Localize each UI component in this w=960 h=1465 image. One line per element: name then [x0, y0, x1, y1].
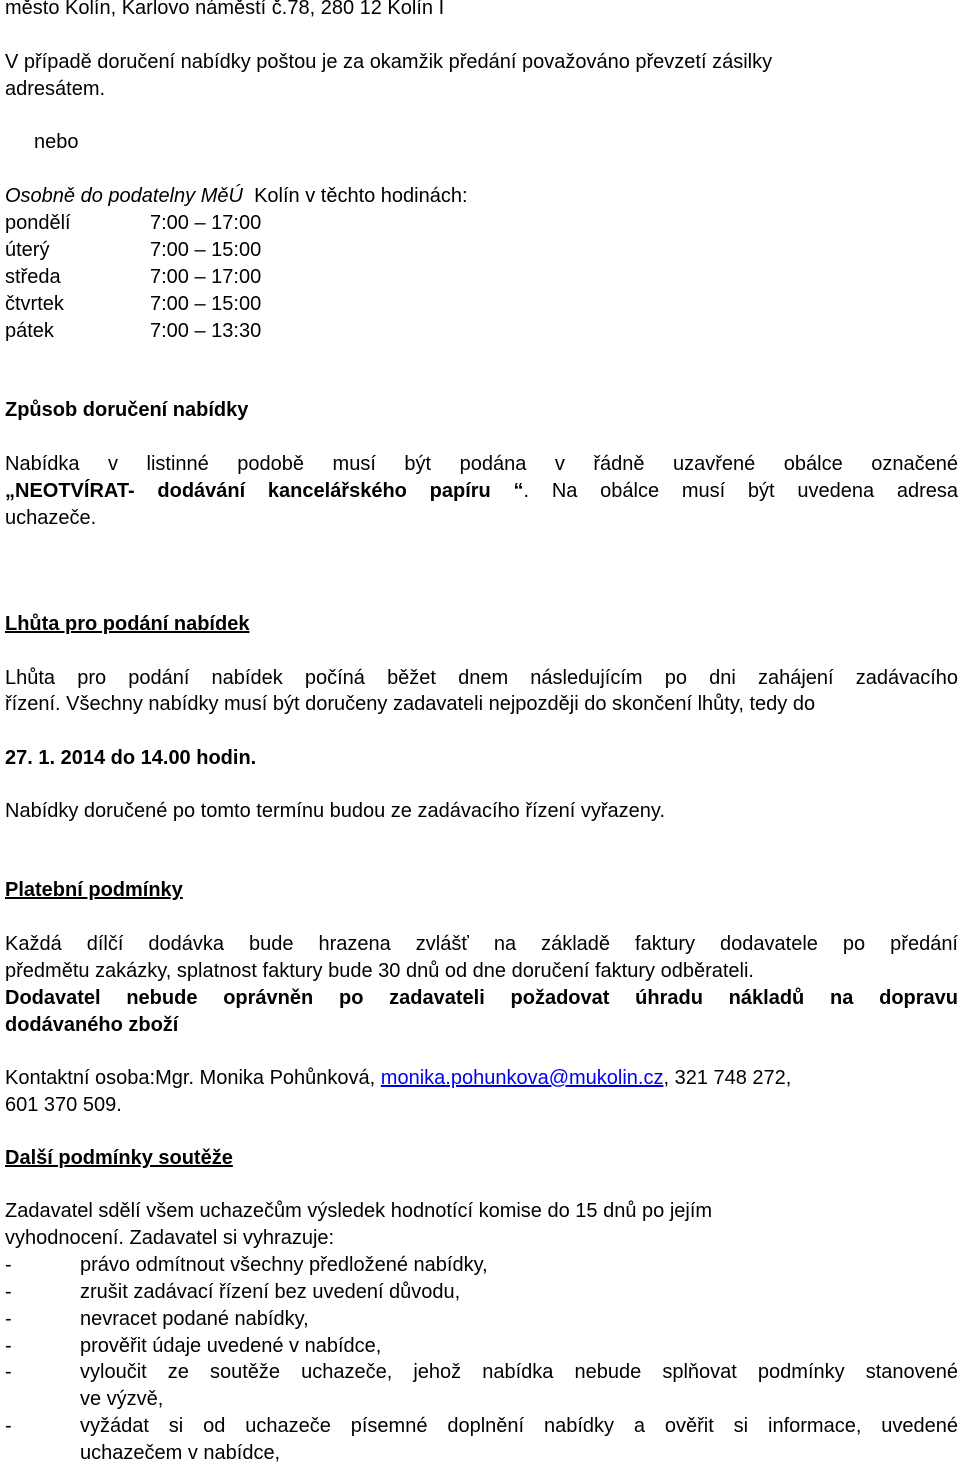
- list-item: [5, 1360, 958, 1410]
- hours-time: 7:00 – 17:00: [150, 212, 262, 234]
- list-item-text: zrušit zadávací řízení bez uvedení důvodu,: [80, 1281, 461, 1303]
- hours-day: středa: [5, 266, 61, 288]
- hours-row: [5, 319, 261, 343]
- other-heading: Další podmínky soutěže: [5, 1147, 233, 1169]
- list-item-text-cont: uchazečem v nabídce,: [80, 1442, 281, 1464]
- bullet-dash: -: [5, 1308, 12, 1330]
- deadline-line-1: Lhůta pro podání nabídek počíná běžet dnem následujícím po dni zahájení zadávacího: [5, 667, 958, 689]
- contact-line-2: 601 370 509.: [5, 1094, 122, 1116]
- late-note: Nabídky doručené po tomto termínu budou ze zadávacího řízení vyřazeny.: [5, 800, 665, 822]
- payment-heading: Platební podmínky: [5, 879, 183, 901]
- hours-time: 7:00 – 15:00: [150, 293, 262, 315]
- hours-day: úterý: [5, 239, 50, 261]
- delivery-heading: Způsob doručení nabídky: [5, 399, 249, 421]
- contact-line-1: [5, 1066, 791, 1090]
- address-line: město Kolín, Karlovo náměstí č.78, 280 12 Kolín I: [5, 0, 445, 19]
- hours-row: [5, 211, 261, 235]
- delivery-line-2-rest: . Na obálce musí být uvedena adresa: [523, 480, 958, 502]
- office-intro-rest: Kolín v těchto hodinách:: [254, 185, 468, 207]
- contact-suffix: , 321 748 272,: [663, 1067, 792, 1089]
- payment-line-2: předmětu zakázky, splatnost faktury bude 30 dnů od dne doručení faktury odběrateli.: [5, 960, 754, 982]
- delivery-line-1: Nabídka v listinné podobě musí být podána v řádně uzavřené obálce označené: [5, 453, 958, 475]
- other-line-1: Zadavatel sdělí všem uchazečům výsledek hodnotící komise do 15 dnů po jejím: [5, 1200, 713, 1222]
- hours-day: pondělí: [5, 212, 71, 234]
- list-item-text: právo odmítnout všechny předložené nabídky,: [80, 1254, 488, 1276]
- hours-day: čtvrtek: [5, 293, 64, 315]
- hours-time: 7:00 – 15:00: [150, 239, 262, 261]
- deadline-date: 27. 1. 2014 do 14.00 hodin.: [5, 747, 257, 769]
- hours-time: 7:00 – 13:30: [150, 320, 262, 342]
- payment-line-1: Každá dílčí dodávka bude hrazena zvlášť na základě faktury dodavatele po předání: [5, 933, 958, 955]
- contact-prefix: Kontaktní osoba:Mgr. Monika Pohůnková,: [5, 1067, 376, 1089]
- list-item-text: vyloučit ze soutěže uchazeče, jehož nabídka nebude splňovat podmínky stanovené: [80, 1361, 958, 1383]
- hours-day: pátek: [5, 320, 54, 342]
- post-note-line-1: V případě doručení nabídky poštou je za okamžik předání považováno převzetí zásilky: [5, 51, 773, 73]
- list-item-text-cont: ve výzvě,: [80, 1388, 164, 1410]
- post-note-line-2: adresátem.: [5, 78, 106, 100]
- deadline-line-2: řízení. Všechny nabídky musí být doručeny zadavateli nejpozději do skončení lhůty, tedy do: [5, 693, 816, 715]
- office-intro-italic: Osobně do podatelny MěÚ: [5, 185, 243, 207]
- other-line-2: vyhodnocení. Zadavatel si vyhrazuje:: [5, 1227, 335, 1249]
- bullet-dash: -: [5, 1335, 12, 1357]
- envelope-label: „NEOTVÍRAT- dodávání kancelářského papíru “: [5, 480, 524, 502]
- hours-time: 7:00 – 17:00: [150, 266, 262, 288]
- bullet-dash: -: [5, 1254, 12, 1276]
- list-item-text: vyžádat si od uchazeče písemné doplnění nabídky a ověřit si informace, uvedené: [80, 1415, 958, 1437]
- delivery-line-3: uchazeče.: [5, 507, 97, 529]
- hours-row: [5, 292, 261, 316]
- office-intro: [5, 184, 468, 208]
- bullet-dash: -: [5, 1281, 12, 1303]
- list-item-text: prověřit údaje uvedené v nabídce,: [80, 1335, 382, 1357]
- delivery-line-2: [5, 479, 958, 503]
- bullet-dash: -: [5, 1361, 12, 1383]
- hours-row: [5, 265, 261, 289]
- list-item-text: nevracet podané nabídky,: [80, 1308, 309, 1330]
- list-item: [5, 1414, 958, 1464]
- deadline-heading: Lhůta pro podání nabídek: [5, 613, 250, 635]
- hours-row: [5, 238, 261, 262]
- or-word: nebo: [34, 131, 79, 153]
- payment-bold-line-2: dodávaného zboží: [5, 1014, 179, 1036]
- bullet-dash: -: [5, 1415, 12, 1437]
- payment-bold-line-1: Dodavatel nebude oprávněn po zadavateli požadovat úhradu nákladů na dopravu: [5, 987, 958, 1009]
- contact-email-link[interactable]: monika.pohunkova@mukolin.cz: [380, 1067, 664, 1089]
